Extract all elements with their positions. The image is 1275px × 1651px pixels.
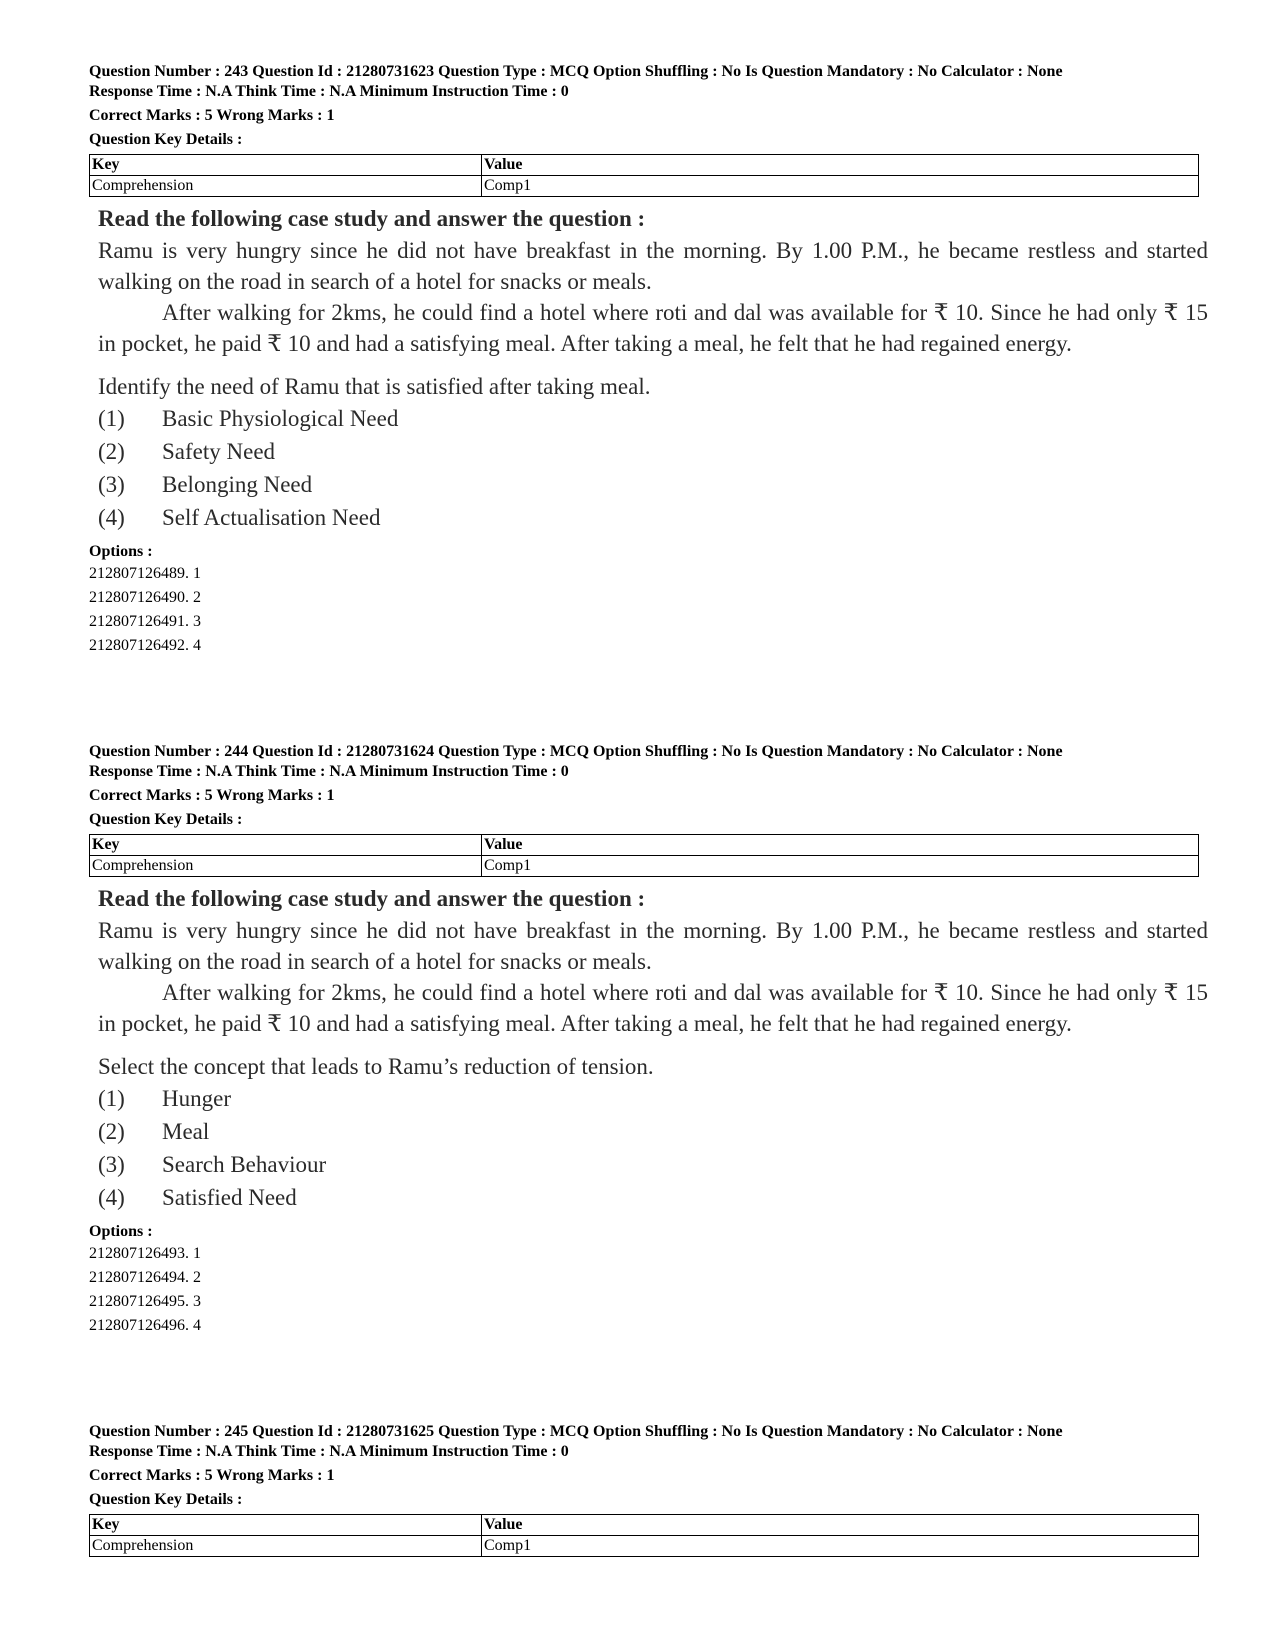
option-item: 212807126489. 1 <box>89 565 201 582</box>
question-block <box>89 62 1208 658</box>
option-item: 212807126493. 1 <box>89 1245 201 1262</box>
choice-text: Meal <box>162 1119 210 1144</box>
choice-number: (2) <box>98 439 125 464</box>
case-study <box>89 883 1208 1214</box>
table-row <box>90 856 1199 877</box>
choice-number: (1) <box>98 1086 125 1111</box>
key-header: Key <box>90 1515 482 1536</box>
option-item: 212807126495. 3 <box>89 1293 201 1310</box>
question-prompt: Identify the need of Ramu that is satisfied after taking meal. <box>98 374 651 399</box>
key-details-table <box>89 1514 1199 1557</box>
key-cell: Comprehension <box>90 856 482 877</box>
choice-item <box>98 402 1208 435</box>
case-paragraph: After walking for 2kms, he could find a hotel where roti and dal was available for ₹ 10. Since he had only ₹ 15 in pocket, he paid ₹ 10 and had a satisfying meal. After taking a meal, he felt that he had regained energy. <box>98 980 1208 1036</box>
value-cell: Comp1 <box>482 176 1199 197</box>
option-item: 212807126490. 2 <box>89 589 201 606</box>
option-item: 212807126496. 4 <box>89 1317 201 1334</box>
case-paragraph: After walking for 2kms, he could find a hotel where roti and dal was available for ₹ 10. Since he had only ₹ 15 in pocket, he paid ₹ 10 and had a satisfying meal. After taking a meal, he felt that he had regained energy. <box>98 300 1208 356</box>
question-timing-line: Response Time : N.A Think Time : N.A Minimum Instruction Time : 0 <box>89 1443 569 1460</box>
options-label: Options : <box>89 543 153 560</box>
choice-number: (3) <box>98 472 125 497</box>
value-cell: Comp1 <box>482 1536 1199 1557</box>
choice-item <box>98 1115 1208 1148</box>
key-header: Key <box>90 835 482 856</box>
question-meta-line: Question Number : 244 Question Id : 21280731624 Question Type : MCQ Option Shuffling : No Is Question Mandatory : No Calculator : None <box>89 743 1063 760</box>
key-details-label: Question Key Details : <box>89 1491 243 1508</box>
options-label: Options : <box>89 1223 153 1240</box>
choice-number: (2) <box>98 1119 125 1144</box>
question-timing-line: Response Time : N.A Think Time : N.A Minimum Instruction Time : 0 <box>89 83 569 100</box>
marks-line: Correct Marks : 5 Wrong Marks : 1 <box>89 787 335 804</box>
question-meta-line: Question Number : 243 Question Id : 21280731623 Question Type : MCQ Option Shuffling : No Is Question Mandatory : No Calculator : None <box>89 63 1063 80</box>
key-header: Key <box>90 155 482 176</box>
question-meta-line: Question Number : 245 Question Id : 21280731625 Question Type : MCQ Option Shuffling : No Is Question Mandatory : No Calculator : None <box>89 1423 1063 1440</box>
choice-item <box>98 1082 1208 1115</box>
choice-number: (1) <box>98 406 125 431</box>
choice-number: (4) <box>98 1185 125 1210</box>
value-cell: Comp1 <box>482 856 1199 877</box>
question-timing-line: Response Time : N.A Think Time : N.A Minimum Instruction Time : 0 <box>89 763 569 780</box>
choice-item <box>98 468 1208 501</box>
case-paragraph: Ramu is very hungry since he did not have breakfast in the morning. By 1.00 P.M., he became restless and started walking on the road in search of a hotel for snacks or meals. <box>98 918 1208 974</box>
case-heading: Read the following case study and answer the question : <box>98 886 646 911</box>
choice-text: Safety Need <box>162 439 276 464</box>
table-header-row <box>90 1515 1199 1536</box>
value-header: Value <box>482 1515 1199 1536</box>
question-block <box>89 1422 1199 1557</box>
choice-item <box>98 501 1208 534</box>
choice-item <box>98 1148 1208 1181</box>
choice-text: Belonging Need <box>162 472 313 497</box>
choice-text: Basic Physiological Need <box>162 406 399 431</box>
marks-line: Correct Marks : 5 Wrong Marks : 1 <box>89 1467 335 1484</box>
case-heading: Read the following case study and answer the question : <box>98 206 646 231</box>
table-row <box>90 176 1199 197</box>
case-paragraph: Ramu is very hungry since he did not have breakfast in the morning. By 1.00 P.M., he became restless and started walking on the road in search of a hotel for snacks or meals. <box>98 238 1208 294</box>
choice-number: (3) <box>98 1152 125 1177</box>
key-details-table <box>89 834 1199 877</box>
choice-text: Self Actualisation Need <box>162 505 381 530</box>
table-row <box>90 1536 1199 1557</box>
option-item: 212807126491. 3 <box>89 613 201 630</box>
choice-text: Hunger <box>162 1086 231 1111</box>
value-header: Value <box>482 155 1199 176</box>
key-details-table <box>89 154 1199 197</box>
table-header-row <box>90 835 1199 856</box>
choice-item <box>98 435 1208 468</box>
choice-text: Satisfied Need <box>162 1185 297 1210</box>
question-block <box>89 742 1208 1338</box>
choice-item <box>98 1181 1208 1214</box>
key-cell: Comprehension <box>90 1536 482 1557</box>
choice-number: (4) <box>98 505 125 530</box>
question-prompt: Select the concept that leads to Ramu’s reduction of tension. <box>98 1054 654 1079</box>
option-item: 212807126494. 2 <box>89 1269 201 1286</box>
value-header: Value <box>482 835 1199 856</box>
key-cell: Comprehension <box>90 176 482 197</box>
table-header-row <box>90 155 1199 176</box>
case-study <box>89 203 1208 534</box>
choice-text: Search Behaviour <box>162 1152 327 1177</box>
key-details-label: Question Key Details : <box>89 811 243 828</box>
marks-line: Correct Marks : 5 Wrong Marks : 1 <box>89 107 335 124</box>
key-details-label: Question Key Details : <box>89 131 243 148</box>
option-item: 212807126492. 4 <box>89 637 201 654</box>
